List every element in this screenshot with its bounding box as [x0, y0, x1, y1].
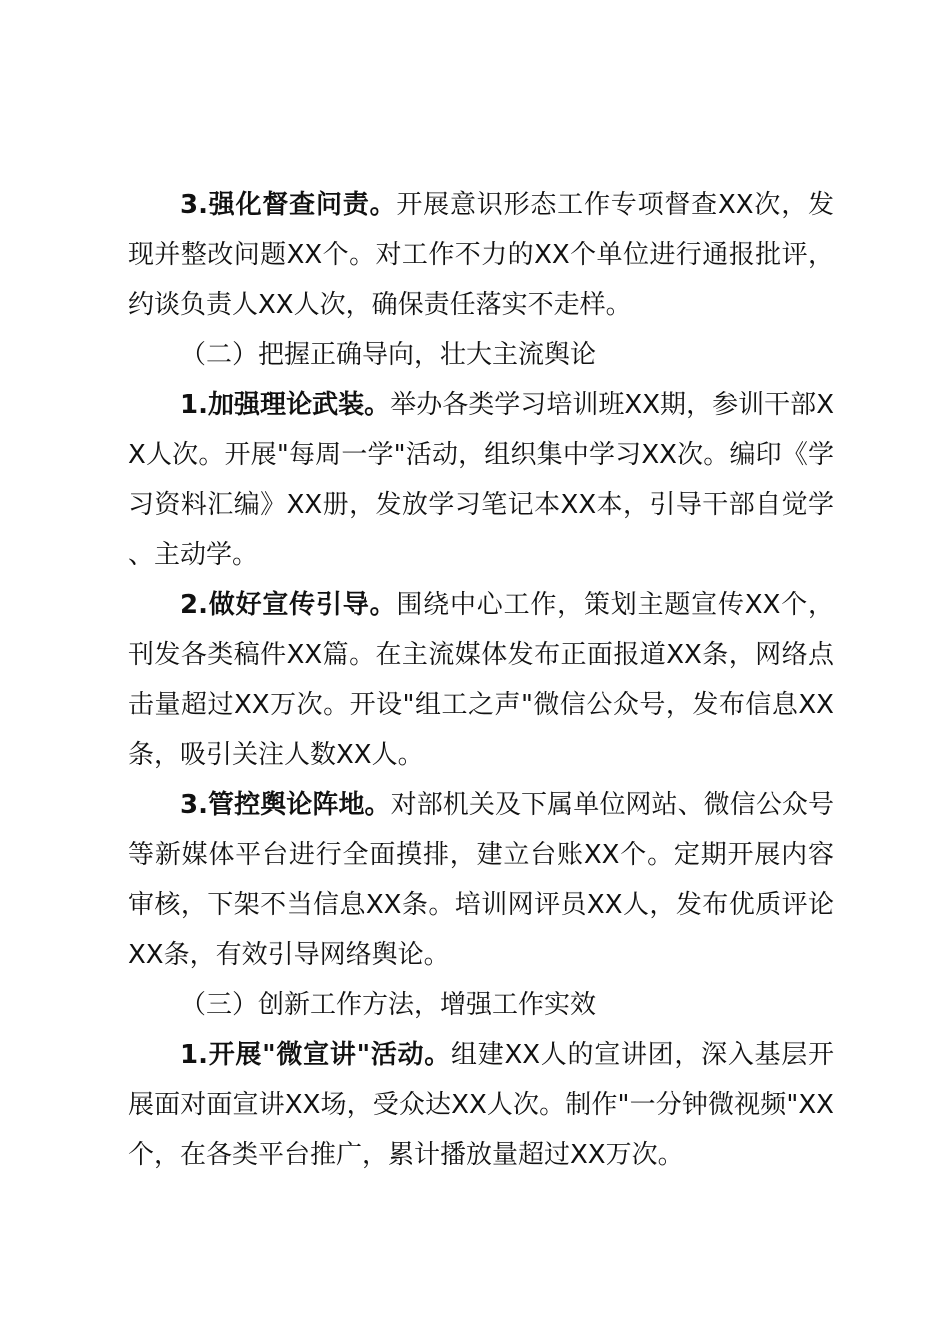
paragraph-text: 围绕中心工作，策划主题宣传XX个，刊发各类稿件XX篇。在主流媒体发布正面报道XX条，网络点击量超过XX万次。开设"组工之声"微信公众号，发布信息XX条，吸引关注人数XX人。: [128, 590, 835, 770]
paragraph-text: 对部机关及下属单位网站、微信公众号等新媒体平台进行全面摸排，建立台账XX个。定期开展内容审核，下架不当信息XX条。培训网评员XX人，发布优质评论XX条，有效引导网络舆论。: [128, 790, 834, 970]
paragraph-lead: 3.管控舆论阵地。: [180, 790, 391, 820]
paragraph-lead: 1.加强理论武装。: [180, 390, 391, 420]
paragraph-text: 开展意识形态工作专项督查XX次，发现并整改问题XX个。对工作不力的XX个单位进行通报批评，约谈负责人XX人次，确保责任落实不走样。: [128, 190, 835, 320]
paragraph-lead: 2.做好宣传引导。: [180, 590, 397, 620]
paragraph-publicity-guidance: [128, 580, 834, 780]
paragraph-micro-lecture: [128, 1030, 834, 1180]
section-heading-2: （二）把握正确导向，壮大主流舆论: [180, 340, 597, 370]
paragraph-lead: 3.强化督查问责。: [180, 190, 397, 220]
paragraph-lead: 1.开展"微宣讲"活动。: [180, 1040, 451, 1070]
paragraph-opinion-control: [128, 780, 834, 980]
document-body: [128, 180, 834, 1180]
section-heading-3: （三）创新工作方法，增强工作实效: [180, 990, 597, 1020]
paragraph-text: 组建XX人的宣讲团，深入基层开展面对面宣讲XX场，受众达XX人次。制作"一分钟微视频"XX个，在各类平台推广，累计播放量超过XX万次。: [128, 1040, 835, 1170]
paragraph-supervision-accountability: [128, 180, 834, 330]
paragraph-text: 举办各类学习培训班XX期，参训干部XX人次。开展"每周一学"活动，组织集中学习XX次。编印《学习资料汇编》XX册，发放学习笔记本XX本，引导干部自觉学、主动学。: [128, 390, 835, 570]
paragraph-theory-study: [128, 380, 834, 580]
